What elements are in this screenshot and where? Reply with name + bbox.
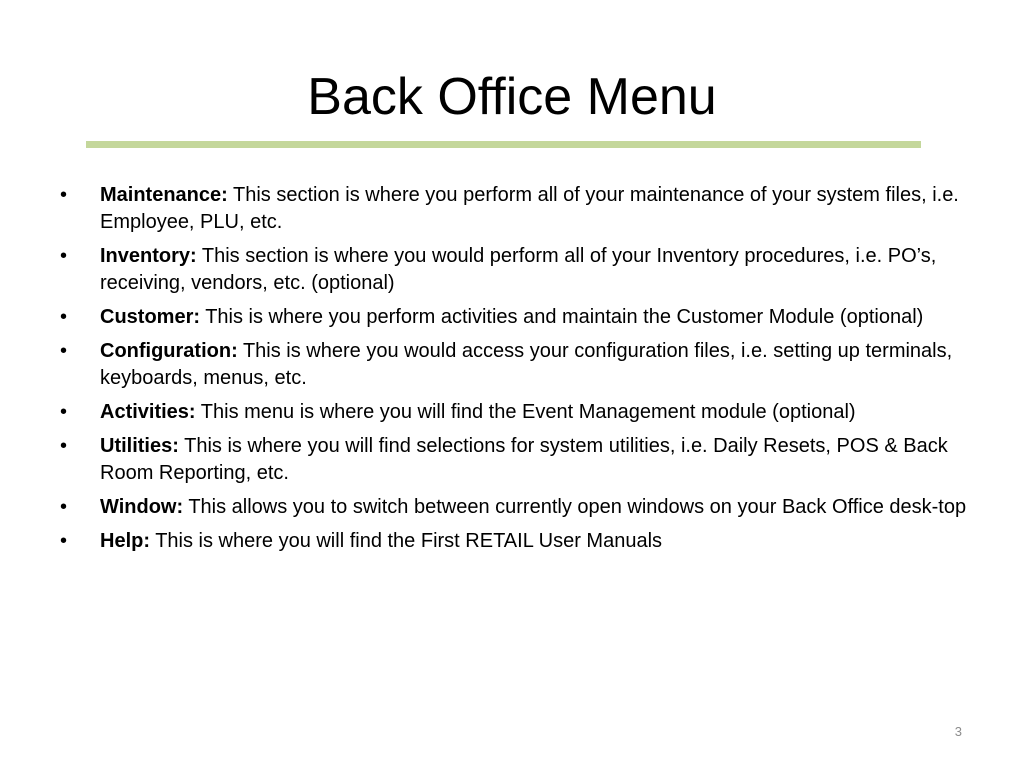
bullet-text [100, 338, 978, 392]
page-number: 3 [954, 724, 962, 739]
bullet-term: Utilities: [100, 435, 179, 457]
bullet-item-window [60, 494, 978, 521]
bullet-description: This is where you will find the First RETAIL User Manuals [150, 530, 663, 552]
bullet-icon: • [60, 435, 68, 457]
bullet-description: This is where you perform activities and maintain the Customer Module (optional) [200, 306, 924, 328]
bullet-icon: • [60, 245, 68, 267]
bullet-icon: • [60, 530, 68, 552]
bullet-description: This section is where you would perform all of your Inventory procedures, i.e. PO’s, receiving, vendors, etc. (optional) [100, 245, 937, 294]
bullet-term: Window: [100, 496, 184, 518]
bullet-term: Activities: [100, 401, 196, 423]
slide-title: Back Office Menu [307, 68, 717, 126]
bullet-term: Configuration: [100, 340, 238, 362]
bullet-text [100, 304, 978, 331]
bullet-text [100, 243, 978, 297]
bullet-text [100, 399, 978, 426]
bullet-text [100, 528, 978, 555]
bullet-term: Help: [100, 530, 150, 552]
bullet-icon: • [60, 496, 68, 518]
bullet-item-help [60, 528, 978, 555]
title-underline-rule [86, 141, 921, 148]
bullet-icon: • [60, 340, 68, 362]
bullet-description: This section is where you perform all of your maintenance of your system files, i.e. Employee, PLU, etc. [100, 184, 959, 233]
bullet-description: This allows you to switch between currently open windows on your Back Office desk-top [183, 496, 967, 518]
bullet-description: This is where you would access your configuration files, i.e. setting up terminals, keyboards, menus, etc. [100, 340, 953, 389]
bullet-item-maintenance [60, 182, 978, 236]
bullet-item-configuration [60, 338, 978, 392]
bullet-item-utilities [60, 433, 978, 487]
bullet-item-customer [60, 304, 978, 331]
bullet-term: Customer: [100, 306, 201, 328]
bullet-term: Maintenance: [100, 184, 228, 206]
bullet-description: This menu is where you will find the Event Management module (optional) [195, 401, 856, 423]
bullet-text [100, 433, 978, 487]
bullet-term: Inventory: [100, 245, 197, 267]
bullet-list [60, 182, 978, 562]
bullet-text [100, 494, 978, 521]
bullet-text [100, 182, 978, 236]
bullet-description: This is where you will find selections for system utilities, i.e. Daily Resets, POS & Back Room Reporting, etc. [100, 435, 948, 484]
bullet-icon: • [60, 306, 68, 328]
bullet-item-activities [60, 399, 978, 426]
bullet-icon: • [60, 184, 68, 206]
bullet-item-inventory [60, 243, 978, 297]
bullet-icon: • [60, 401, 68, 423]
